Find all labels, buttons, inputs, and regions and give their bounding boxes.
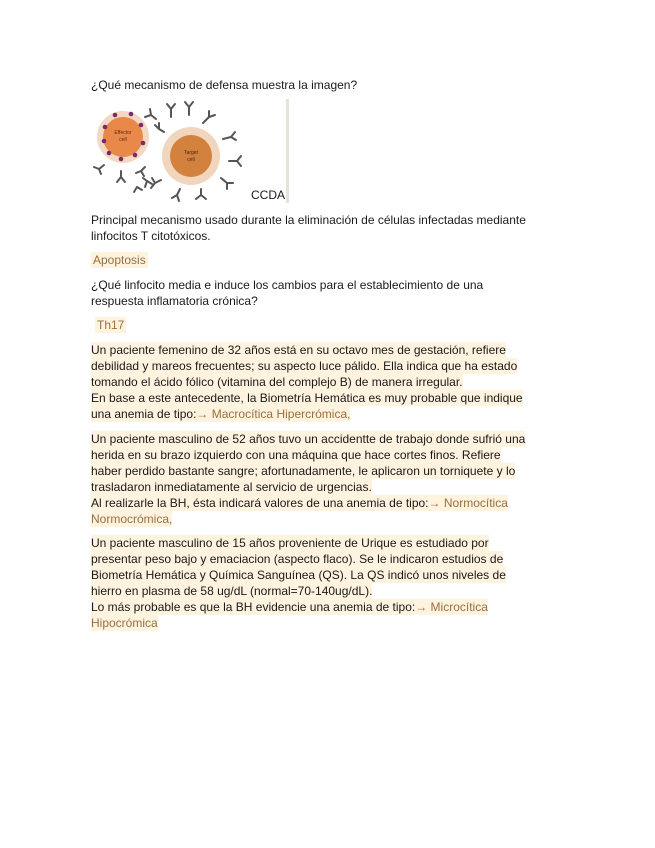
case-2-line-1: Un paciente masculino de 52 años tuvo un accidentte de trabajo donde sufrió una bbox=[91, 432, 526, 446]
case-1-line-5 bbox=[91, 406, 350, 422]
figure-divider bbox=[286, 99, 289, 203]
case-2-answer-part-2: Normocrómica, bbox=[91, 512, 173, 526]
case-3-answer-part-1: → Microcítica bbox=[415, 600, 488, 614]
case-2-answer-part-1: → Normocítica bbox=[428, 496, 508, 510]
effector-label-2: cell bbox=[119, 137, 127, 143]
target-label-2: cell bbox=[187, 157, 195, 163]
case-3-answer-part-2: Hipocrómica bbox=[91, 616, 158, 630]
case-2-question: Al realizarle la BH, ésta indicará valores de una anemia de tipo: bbox=[91, 496, 429, 510]
case-3 bbox=[91, 535, 561, 631]
case-3-line-2: presentar peso bajo y emaciacion (aspecto flaco). Se le indicaron estudios de bbox=[91, 552, 504, 566]
case-2-line-6 bbox=[91, 511, 172, 527]
target-label-1: Target bbox=[184, 150, 198, 156]
case-3-question: Lo más probable es que la BH evidencie una anemia de tipo: bbox=[91, 600, 416, 614]
answer-3-text: Th17 bbox=[97, 318, 125, 332]
case-2-line-5 bbox=[91, 495, 508, 511]
answer-3 bbox=[95, 317, 565, 333]
question-3-line-1: ¿Qué linfocito media e induce los cambios para el establecimiento de una bbox=[91, 278, 484, 292]
case-3-line-5 bbox=[91, 599, 488, 615]
case-1-question: una anemia de tipo: bbox=[91, 407, 197, 421]
question-3-line-2: respuesta inflamatoria crónica? bbox=[91, 294, 258, 308]
answer-2-text: Apoptosis bbox=[93, 253, 146, 267]
case-2-line-2: herida en su brazo izquierdo con una máquina que hace cortes finos. Refiere bbox=[91, 448, 501, 462]
case-3-line-3: Biometría Hemática y Química Sanguínea (QS). La QS indicó unos niveles de bbox=[91, 568, 506, 582]
case-3-line-4: hierro en plasma de 58 ug/dL (normal=70-140ug/dL). bbox=[91, 584, 373, 598]
case-1-line-2: debilidad y mareos frecuentes; su aspecto luce pálido. Ella indica que ha estado bbox=[91, 359, 518, 373]
target-cell-body bbox=[170, 135, 212, 177]
case-1-line-3: tomando el ácido fólico (vitamina del complejo B) de manera irregular. bbox=[91, 375, 463, 389]
case-3-line-6 bbox=[91, 615, 158, 631]
case-1-line-4: En base a este antecedente, la Biometría Hemática es muy probable que indique bbox=[91, 391, 523, 405]
case-2 bbox=[91, 431, 561, 527]
antibody-cell-figure bbox=[91, 99, 291, 205]
figure-answer: CCDA bbox=[251, 188, 286, 202]
question-2-line-2: linfocitos T citotóxicos. bbox=[91, 229, 211, 243]
case-2-line-3: haber perdido bastante sangre; afortunadamente, le aplicaron un torniquete y lo bbox=[91, 464, 516, 478]
question-3 bbox=[91, 277, 561, 309]
effector-label-1: Effector bbox=[114, 130, 132, 136]
case-1-answer: → Macrocítica Hipercrómica, bbox=[196, 407, 351, 421]
case-3-line-1: Un paciente masculino de 15 años proveniente de Urique es estudiado por bbox=[91, 536, 489, 550]
case-1-line-1: Un paciente femenino de 32 años está en su octavo mes de gestación, refiere bbox=[91, 343, 506, 357]
case-2-line-4: trasladaron inmediatamente al servicio de urgencias. bbox=[91, 480, 372, 494]
question-1-text: ¿Qué mecanismo de defensa muestra la imagen? bbox=[91, 78, 358, 92]
question-2 bbox=[91, 212, 561, 244]
case-1 bbox=[91, 342, 561, 422]
question-1 bbox=[91, 77, 561, 93]
question-2-line-1: Principal mecanismo usado durante la eliminación de células infectadas mediante bbox=[91, 213, 526, 227]
answer-2 bbox=[91, 252, 561, 268]
